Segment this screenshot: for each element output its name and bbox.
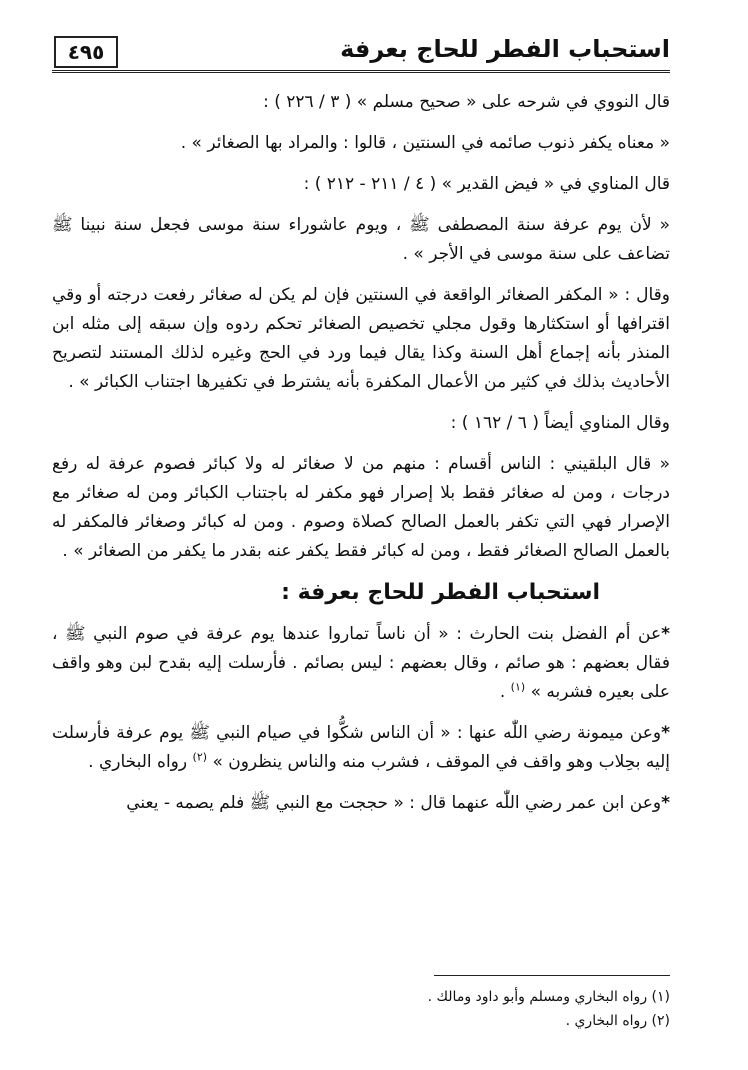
hadith-text: عن أم الفضل بنت الحارث : « أن ناساً تماروا عندها يوم عرفة في صوم النبي ﷺ ، فقال بعضهم : هو صائم ، وقال بعضهم : ليس بصائم . فأرسلت إليه بقدح لبن وهو واقف على بعيره فشربه » [52,624,670,702]
running-title: استحباب الفطر للحاج بعرفة [340,35,670,63]
footnote-ref[interactable]: (٢) [192,750,208,764]
footnote-ref[interactable]: (١) [510,680,526,694]
footnote: (٢) رواه البخاري . [565,1013,670,1029]
footnote-divider [434,975,670,976]
page-header [52,30,670,73]
hadith-end: . [499,682,511,702]
hadith-text: وعن ميمونة رضي اللّٰه عنها : « أن الناس شكُّوا في صيام النبي ﷺ يوم عرفة فأرسلت إليه بحِلاب وهو واقف في الموقف ، فشرب منه والناس ينظرون » [52,723,670,772]
paragraph: « لأن يوم عرفة سنة المصطفى ﷺ ، ويوم عاشوراء سنة موسى فجعل سنة نبينا ﷺ تضاعف على سنة موسى في الأجر » . [52,215,670,264]
hadith-text: وعن ابن عمر رضي اللّٰه عنهما قال : « حججت مع النبي ﷺ فلم يصمه - يعني [126,793,662,813]
book-page [52,30,670,1050]
hadith-paragraph [52,789,670,818]
paragraph: « قال البلقيني : الناس أقسام : منهم من لا صغائر له ولا كبائر فصوم عرفة له رفع درجات ، ومن له صغائر فقط بلا إصرار فهو مكفر له باجتناب الكبائر ومن له صغائر مع الإصرار فهي التي تكفر بالعمل الصالح كصلاة وصوم . ومن له كبائر وصغائر فالمكفر له بالعمل الصالح الصغائر فقط ، ومن له كبائر فقط يكفر عنه بقدر ما يكفر من الصغائر » . [52,454,670,561]
paragraph: وقال المناوي أيضاً ( ٦ / ١٦٢ ) : [450,413,670,433]
paragraph: قال المناوي في « فيض القدير » ( ٤ / ٢١١ - ٢١٢ ) : [303,174,670,194]
star-marker: * [661,723,670,743]
paragraph: « معناه يكفر ذنوب صائمه في السنتين ، قالوا : والمراد بها الصغائر » . [180,133,670,153]
hadith-paragraph [52,620,670,707]
footnote: (١) رواه البخاري ومسلم وأبو داود ومالك . [427,989,670,1005]
paragraph: وقال : « المكفر الصغائر الواقعة في السنتين فإن لم يكن له صغائر رفعت درجته أو وقي اقترافها أو استكثارها وقول مجلي تخصيص الصغائر تحكم ردوه وإن سبقه إلى مثله ابن المنذر بأنه إجماع أهل السنة وكذا يقال فيما ورد في الحج وغيره لذلك المستند لتصريح الأحاديث بذلك في كثير من الأعمال المكفرة بأنه يشترط في تكفيرها اجتناب الكبائر » . [52,285,670,392]
footnotes [52,985,670,1033]
page-number: ٤٩٥ [54,36,118,68]
section-heading: استحباب الفطر للحاج بعرفة : [281,580,600,605]
paragraph: قال النووي في شرحه على « صحيح مسلم » ( ٣ / ٢٢٦ ) : [263,92,670,112]
star-marker: * [661,793,670,813]
hadith-end: رواه البخاري . [88,752,193,772]
page-body [52,88,670,830]
star-marker: * [661,624,670,644]
hadith-paragraph [52,719,670,777]
